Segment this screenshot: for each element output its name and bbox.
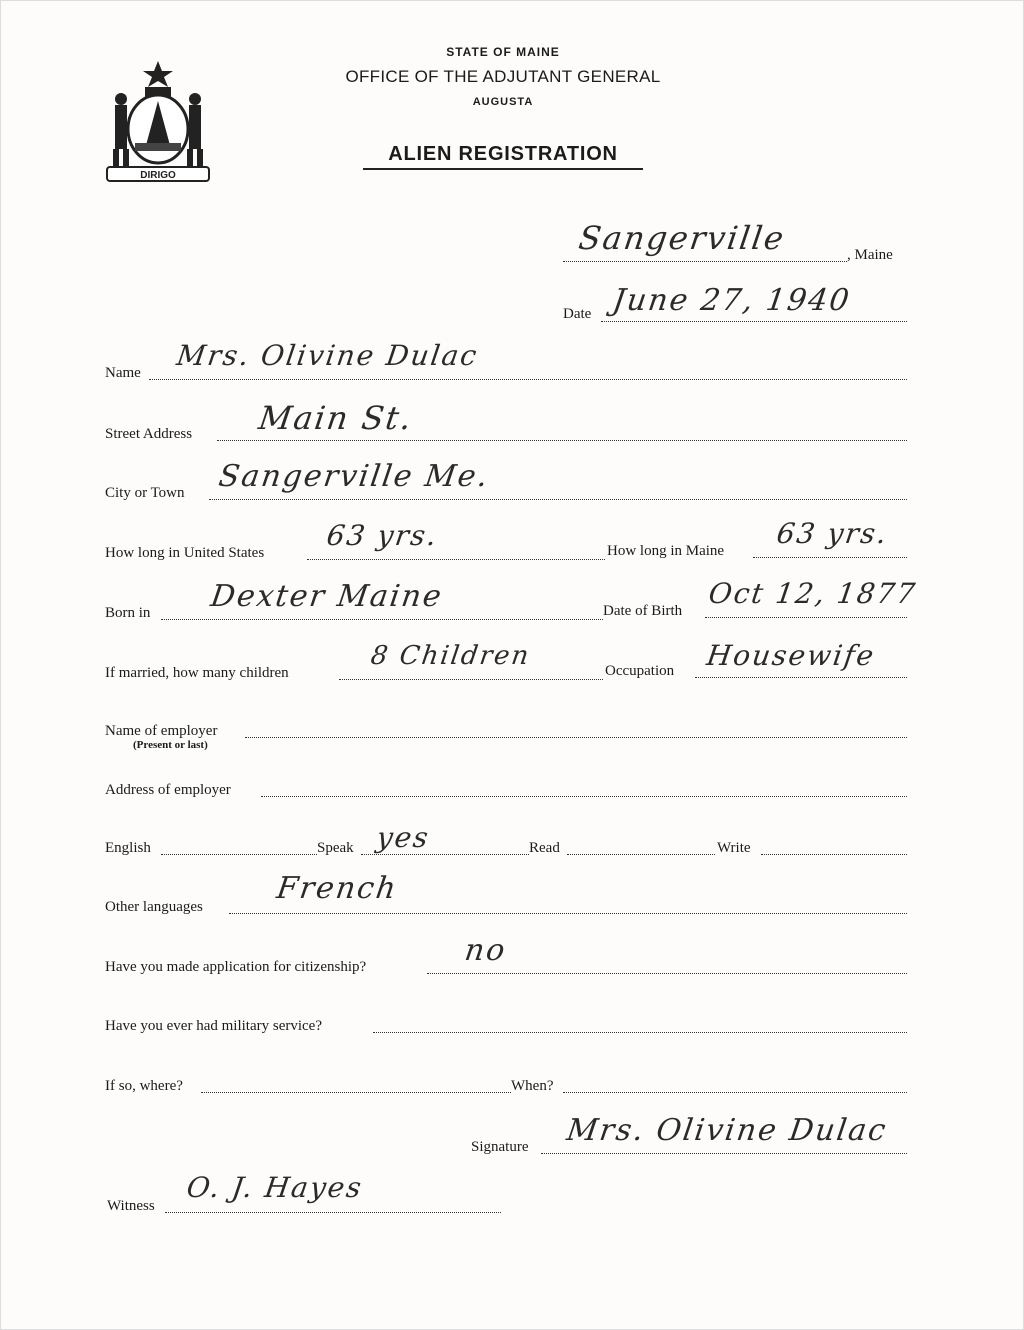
english-label: English <box>105 840 151 856</box>
place-line <box>563 261 847 262</box>
speak-line <box>361 854 529 855</box>
office-heading: OFFICE OF THE ADJUTANT GENERAL <box>345 67 661 86</box>
read-line <box>567 854 715 855</box>
witness-label: Witness <box>107 1198 155 1214</box>
military-line <box>373 1032 907 1033</box>
city-line <box>209 499 907 500</box>
date-line <box>601 321 907 322</box>
name-value: Mrs. Olivine Dulac <box>174 339 481 372</box>
street-label: Street Address <box>105 426 193 442</box>
employer-label: Name of employer <box>105 723 218 739</box>
date-value: June 27, 1940 <box>610 283 854 318</box>
city-heading: AUGUSTA <box>472 96 534 108</box>
signature-value: Mrs. Olivine Dulac <box>564 1113 890 1148</box>
employer-line <box>245 737 907 738</box>
speak-value: yes <box>374 821 433 854</box>
place-value: Sangerville <box>576 219 788 257</box>
citizenship-line <box>427 973 907 974</box>
citizenship-value: no <box>462 933 509 968</box>
svg-text:DIRIGO: DIRIGO <box>140 170 176 181</box>
when-line <box>563 1092 907 1093</box>
witness-value: O. J. Hayes <box>184 1171 366 1204</box>
dob-line <box>705 617 907 618</box>
us-years-label: How long in United States <box>105 545 265 561</box>
children-line <box>339 679 603 680</box>
children-label: If married, how many children <box>105 665 289 681</box>
other-languages-value: French <box>274 871 400 906</box>
city-label: City or Town <box>105 485 185 501</box>
employer-sublabel: (Present or last) <box>133 739 208 751</box>
signature-line <box>541 1153 907 1154</box>
employer-address-line <box>261 796 907 797</box>
employer-address-label: Address of employer <box>105 782 231 798</box>
us-years-value: 63 yrs. <box>324 519 441 552</box>
form-title: ALIEN REGISTRATION <box>363 143 643 170</box>
other-languages-line <box>229 913 907 914</box>
maine-years-line <box>753 557 907 558</box>
where-line <box>201 1092 511 1093</box>
dob-value: Oct 12, 1877 <box>706 577 919 610</box>
born-in-value: Dexter Maine <box>208 579 446 614</box>
name-line <box>149 379 907 380</box>
where-label: If so, where? <box>105 1078 183 1094</box>
write-label: Write <box>717 840 751 856</box>
born-in-label: Born in <box>105 605 151 621</box>
occupation-line <box>695 677 907 678</box>
occupation-label: Occupation <box>605 663 675 679</box>
write-line <box>761 854 907 855</box>
citizenship-label: Have you made application for citizenship? <box>105 959 367 975</box>
street-value: Main St. <box>256 399 416 437</box>
street-line <box>217 440 907 441</box>
maine-years-label: How long in Maine <box>607 543 725 559</box>
us-years-line <box>307 559 605 560</box>
dob-label: Date of Birth <box>603 603 683 619</box>
place-suffix: , Maine <box>847 247 893 263</box>
born-in-line <box>161 619 603 620</box>
speak-label: Speak <box>317 840 354 856</box>
when-label: When? <box>511 1078 554 1094</box>
name-label: Name <box>105 365 141 381</box>
state-heading: STATE OF MAINE <box>446 45 560 59</box>
occupation-value: Housewife <box>704 639 878 672</box>
read-label: Read <box>529 840 560 856</box>
english-line <box>161 854 317 855</box>
other-languages-label: Other languages <box>105 899 203 915</box>
signature-label: Signature <box>471 1139 529 1155</box>
maine-years-value: 63 yrs. <box>774 517 891 550</box>
date-label: Date <box>563 306 592 322</box>
witness-line <box>165 1212 501 1213</box>
children-value: 8 Children <box>368 641 533 671</box>
city-value: Sangerville Me. <box>216 459 492 494</box>
military-label: Have you ever had military service? <box>105 1018 322 1034</box>
